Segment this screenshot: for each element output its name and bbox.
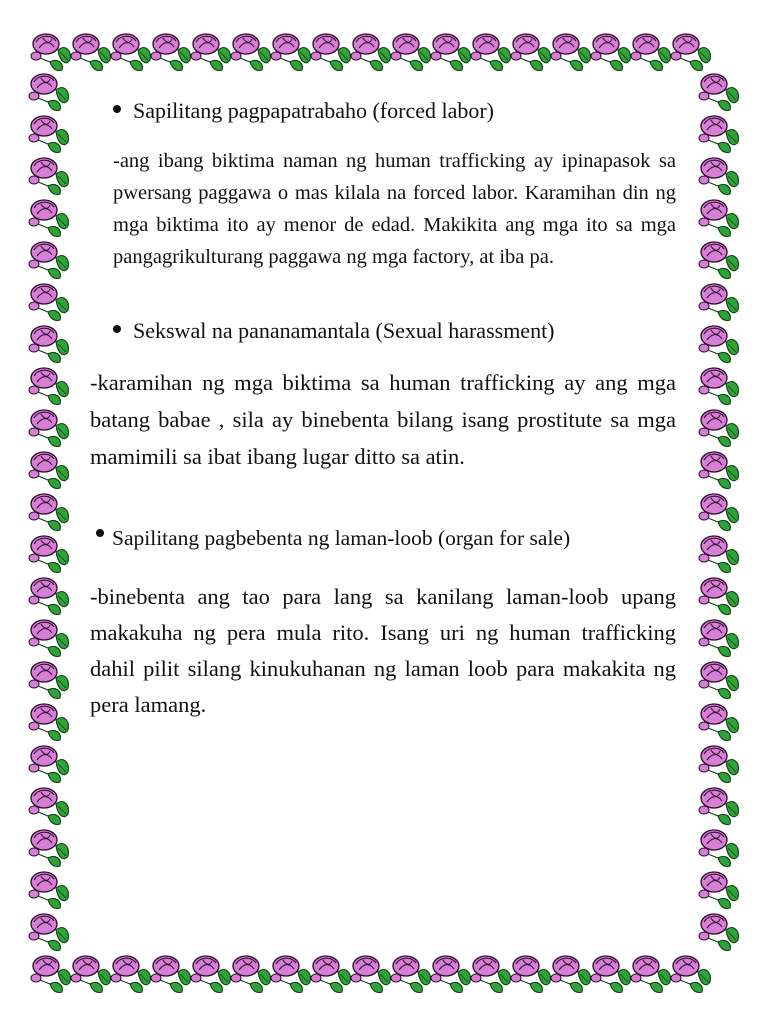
paragraph-organ-for-sale: -binebenta ang tao para lang sa kanilang laman-loob upang makakuha ng pera mula rito. Isang uri ng human trafficking dahil pilit silang kinukuhanan ng laman loob para makakita ng pera lamang. <box>90 584 676 717</box>
bullet-icon <box>113 105 121 113</box>
bullet-icon <box>113 325 121 333</box>
bullet-heading-forced-labor <box>113 98 494 124</box>
bullet-heading-organ-for-sale <box>96 526 570 551</box>
bullet-icon <box>96 529 104 537</box>
paragraph-sexual-harassment: -karamihan ng mga biktima sa human trafficking ay ang mga batang babae , sila ay binebenta bilang isang prostitute sa mga mamimili sa ibat ibang lugar ditto sa atin. <box>90 370 676 469</box>
heading-text: Sapilitang pagpapatrabaho (forced labor) <box>133 98 495 123</box>
bullet-heading-sexual-harassment <box>113 318 555 344</box>
paragraph-forced-labor: -ang ibang biktima naman ng human trafficking ay ipinapasok sa pwersang paggawa o mas kilala na forced labor. Karamihan din ng mga biktima ito ay menor de edad. Makikita ang mga ito sa mga pangagrikulturang paggawa ng mga factory, at iba pa. <box>113 150 676 268</box>
heading-text: Sekswal na pananamantala (Sexual harassment) <box>133 318 555 343</box>
heading-text: Sapilitang pagbebenta ng laman-loob (organ for sale) <box>112 526 571 550</box>
